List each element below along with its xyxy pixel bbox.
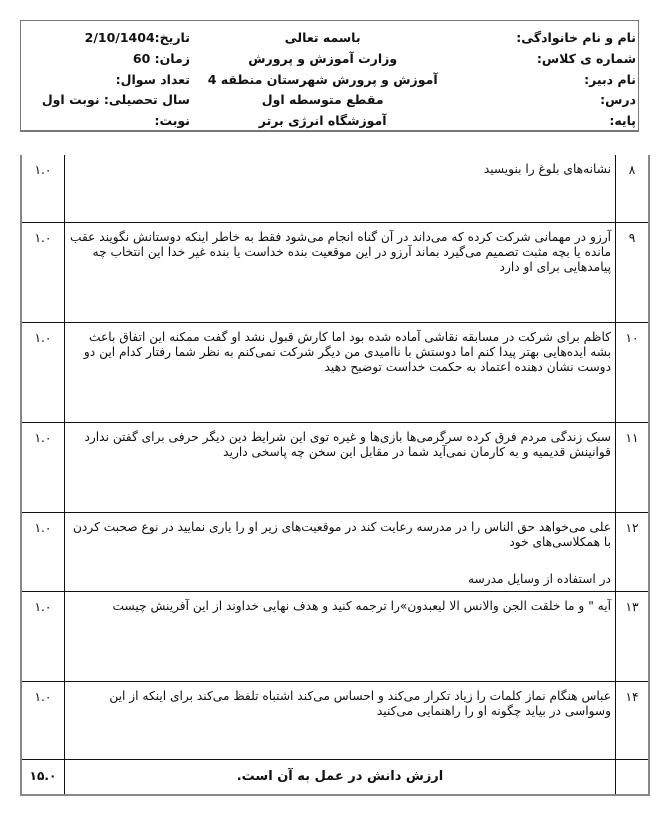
question-score: ۱.۰ — [21, 591, 65, 681]
class-number-label: شماره ی کلاس: — [536, 50, 636, 66]
question-number: ۱۲ — [616, 512, 650, 591]
school-name: آموزشگاه انرژی برتر — [258, 113, 387, 128]
question-number: ۱۰ — [616, 322, 650, 422]
question-body: عباس هنگام نماز کلمات را زیاد تکرار می‌کند و احساس می‌کند اشتباه تلفظ می‌کند برای اینکه از این وسواسی در بیاید چگونه او را راهنمایی می‌کنید — [109, 688, 611, 718]
question-count-label: تعداد سوال: — [115, 71, 190, 87]
header-school-info — [198, 21, 447, 130]
question-number: ۹ — [616, 222, 650, 322]
question-text — [65, 591, 616, 681]
question-row — [21, 222, 649, 322]
header-exam-info — [21, 21, 198, 130]
district-name: آموزش و پرورش شهرستان منطقه 4 — [207, 71, 438, 87]
question-row — [21, 512, 649, 591]
question-text — [65, 681, 616, 759]
grade-label: پایه: — [609, 113, 636, 128]
invocation-text: باسمه تعالی — [284, 30, 361, 45]
question-row — [21, 422, 649, 512]
question-score: ۱.۰ — [21, 681, 65, 759]
question-score: ۱.۰ — [21, 512, 65, 591]
question-body: علی می‌خواهد حق الناس را در مدرسه رعایت کند در موقعیت‌های زیر او را یاری نمایید در نوع صحبت کردن با همکلاسی‌های خود — [72, 519, 611, 549]
question-score: ۱.۰ — [21, 222, 65, 322]
exam-date: تاریخ:2/10/1404 — [84, 30, 190, 45]
teacher-name-label: نام دبیر: — [584, 71, 636, 87]
question-score: ۱.۰ — [21, 322, 65, 422]
question-number: ۸ — [616, 155, 650, 222]
student-name-label: نام و نام خانوادگی: — [516, 30, 636, 45]
ministry-name: وزارت آموزش و پرورش — [248, 50, 398, 66]
question-text — [65, 322, 616, 422]
question-text — [65, 512, 616, 591]
question-body: آیه " و ما خلقت الجن والانس الا لیعبدون»را ترجمه کنید و هدف نهایی خداوند از این آفرینش چیست — [112, 598, 611, 613]
question-row — [21, 681, 649, 759]
subject-label: درس: — [600, 92, 636, 108]
question-sub-item: در استفاده از وسایل مدرسه — [467, 571, 611, 586]
questions-table — [20, 155, 650, 796]
question-body: نشانه‌های بلوغ را بنویسید — [483, 162, 611, 176]
question-body: سبک زندگی مردم فرق کرده سرگرمی‌ها بازی‌ها و غیره توی این شرایط دین دیگر حرفی برای گفتن ندارد قوانینش قدیمیه و به کارمان نمی‌آید شما در مقابل این سخن چه پاسخی دارید — [84, 429, 611, 459]
question-number: ۱۴ — [616, 681, 650, 759]
question-score: ۱.۰ — [21, 155, 65, 222]
question-row — [21, 155, 649, 222]
total-score: ۱۵.۰ — [21, 759, 65, 795]
header-student-info — [447, 21, 638, 130]
motto-text: ارزش دانش در عمل به آن است. — [65, 759, 616, 795]
exam-header — [20, 20, 639, 132]
school-level: مقطع متوسطه اول — [261, 92, 384, 108]
question-text — [65, 155, 616, 222]
total-number-cell — [616, 759, 650, 795]
question-score: ۱.۰ — [21, 422, 65, 512]
total-row — [21, 759, 649, 795]
question-body: کاظم برای شرکت در مسابقه نقاشی آماده شده بود اما کارش قبول نشد او گفت ممکنه این اتفاق باعث بشه ایده‌هایی بهتر پیدا کنم اما دوستش با ناامیدی من دیگر شرکت نمی‌کنم به نظر شما رفتار کدام این دو دوست نشان دهنده اعتماد به حکمت خداست توضیح دهید — [83, 329, 611, 374]
question-row — [21, 322, 649, 422]
term-label: نوبت: — [154, 113, 190, 128]
question-body: آرزو در مهمانی شرکت کرده که می‌داند در آن گناه انجام می‌شود فقط به خاطر اینکه دوستانش نگویند عقب مانده یا بچه مثبت تصمیم می‌گیرد بماند آرزو در این موقعیت بنده خداست یا بنده غیر خدا این انتخاب چه پیامدهایی برای او دارد — [70, 229, 611, 274]
question-text — [65, 422, 616, 512]
question-number: ۱۱ — [616, 422, 650, 512]
academic-year-label: سال تحصیلی: نوبت اول — [41, 92, 190, 108]
exam-duration: زمان: 60 — [132, 50, 190, 66]
question-row — [21, 591, 649, 681]
question-text — [65, 222, 616, 322]
question-number: ۱۳ — [616, 591, 650, 681]
